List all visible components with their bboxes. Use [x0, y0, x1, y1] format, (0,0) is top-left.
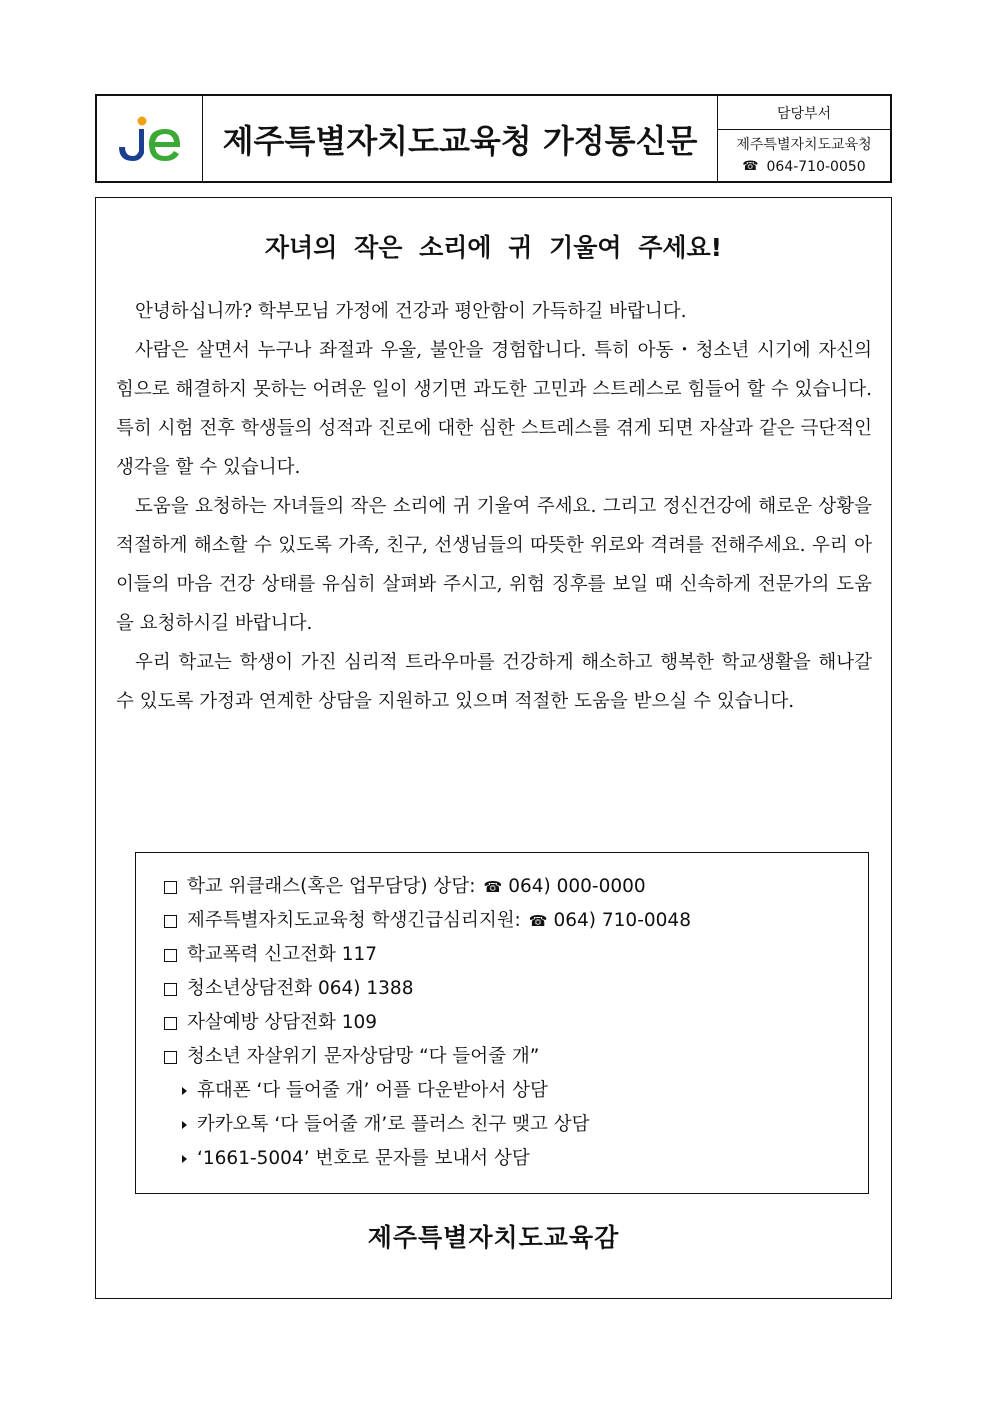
- department-info: [718, 130, 890, 181]
- triangle-bullet-icon: [182, 1155, 187, 1163]
- contact-item: [164, 972, 840, 1006]
- contact-label: 자살예방 상담전화 109: [187, 1012, 378, 1033]
- paragraph: 도움을 요청하는 자녀들의 작은 소리에 귀 기울여 주세요. 그리고 정신건강에 해로운 상황을 적절하게 해소할 수 있도록 가족, 친구, 선생님들의 따뜻한 위로와 격려를 전해주세요. 우리 아이들의 마음 건강 상태를 유심히 살펴봐 주시고, 위험 징후를 보일 때 신속하게 전문가의 도움을 요청하시길 바랍니다.: [116, 496, 872, 634]
- paragraph: 안녕하십니까? 학부모님 가정에 건강과 평안함이 가득하길 바랍니다.: [135, 301, 687, 322]
- checkbox-square-icon: [164, 949, 177, 962]
- contact-item: [164, 904, 840, 938]
- contact-item: [164, 938, 840, 972]
- jeju-education-logo-icon: [115, 111, 185, 167]
- document-header: [95, 94, 892, 183]
- paragraph: 사람은 살면서 누구나 좌절과 우울, 불안을 경험합니다. 특히 아동・청소년 시기에 자신의 힘으로 해결하지 못하는 어려운 일이 생기면 과도한 고민과 스트레스로 힘들어 할 수 있습니다. 특히 시험 전후 학생들의 성적과 진로에 대한 심한 스트레스를 겪게 되면 자살과 같은 극단적인 생각을 할 수 있습니다.: [116, 340, 872, 478]
- contact-item: [164, 1006, 840, 1040]
- contact-sub-label: ‘1661-5004’ 번호로 문자를 보내서 상담: [197, 1148, 530, 1169]
- contact-sub-label: 휴대폰 ‘다 들어줄 개’ 어플 다운받아서 상담: [197, 1080, 548, 1101]
- telephone-icon: ☎: [742, 158, 759, 174]
- contact-sub-label: 카카오톡 ‘다 들어줄 개’로 플러스 친구 맺고 상담: [197, 1114, 590, 1135]
- headline: 자녀의 작은 소리에 귀 기울여 주세요!: [264, 233, 723, 262]
- department-cell: [718, 96, 890, 181]
- department-phone: 064-710-0050: [766, 158, 866, 175]
- department-phone-line: [742, 156, 865, 178]
- department-name: 제주특별자치도교육청: [736, 136, 872, 153]
- body-text: [116, 292, 872, 721]
- contact-label: 제주특별자치도교육청 학생긴급심리지원:: [187, 910, 521, 931]
- logo-cell: [97, 96, 203, 181]
- signature: 제주특별자치도교육감: [367, 1223, 620, 1252]
- checkbox-square-icon: [164, 1017, 177, 1030]
- main-content-box: [95, 197, 892, 1299]
- triangle-bullet-icon: [182, 1121, 187, 1129]
- contact-sub-item: [164, 1074, 840, 1108]
- triangle-bullet-icon: [182, 1087, 187, 1095]
- checkbox-square-icon: [164, 1051, 177, 1064]
- contact-label: 학교폭력 신고전화 117: [187, 944, 378, 965]
- contact-phone: 064) 000-0000: [508, 876, 646, 897]
- contact-label: 청소년 자살위기 문자상담망 “다 들어줄 개”: [187, 1046, 540, 1067]
- telephone-icon: ☎: [528, 912, 548, 930]
- department-label: 담당부서: [718, 96, 890, 130]
- contact-phone: 064) 710-0048: [553, 910, 691, 931]
- contact-label: 학교 위클래스(혹은 업무담당) 상담:: [187, 876, 476, 897]
- contact-label: 청소년상담전화 064) 1388: [187, 978, 414, 999]
- checkbox-square-icon: [164, 983, 177, 996]
- contact-info-box: [135, 852, 869, 1194]
- title-cell: [203, 96, 718, 181]
- telephone-icon: ☎: [483, 878, 503, 896]
- checkbox-square-icon: [164, 881, 177, 894]
- document-title: 제주특별자치도교육청 가정통신문: [222, 121, 698, 160]
- contact-item: [164, 870, 840, 904]
- contact-sub-item: [164, 1108, 840, 1142]
- contact-sub-item: [164, 1142, 840, 1176]
- contact-item: [164, 1040, 840, 1074]
- paragraph: 우리 학교는 학생이 가진 심리적 트라우마를 건강하게 해소하고 행복한 학교생활을 해나갈 수 있도록 가정과 연계한 상담을 지원하고 있으며 적절한 도움을 받으실 수 있습니다.: [116, 652, 872, 712]
- checkbox-square-icon: [164, 915, 177, 928]
